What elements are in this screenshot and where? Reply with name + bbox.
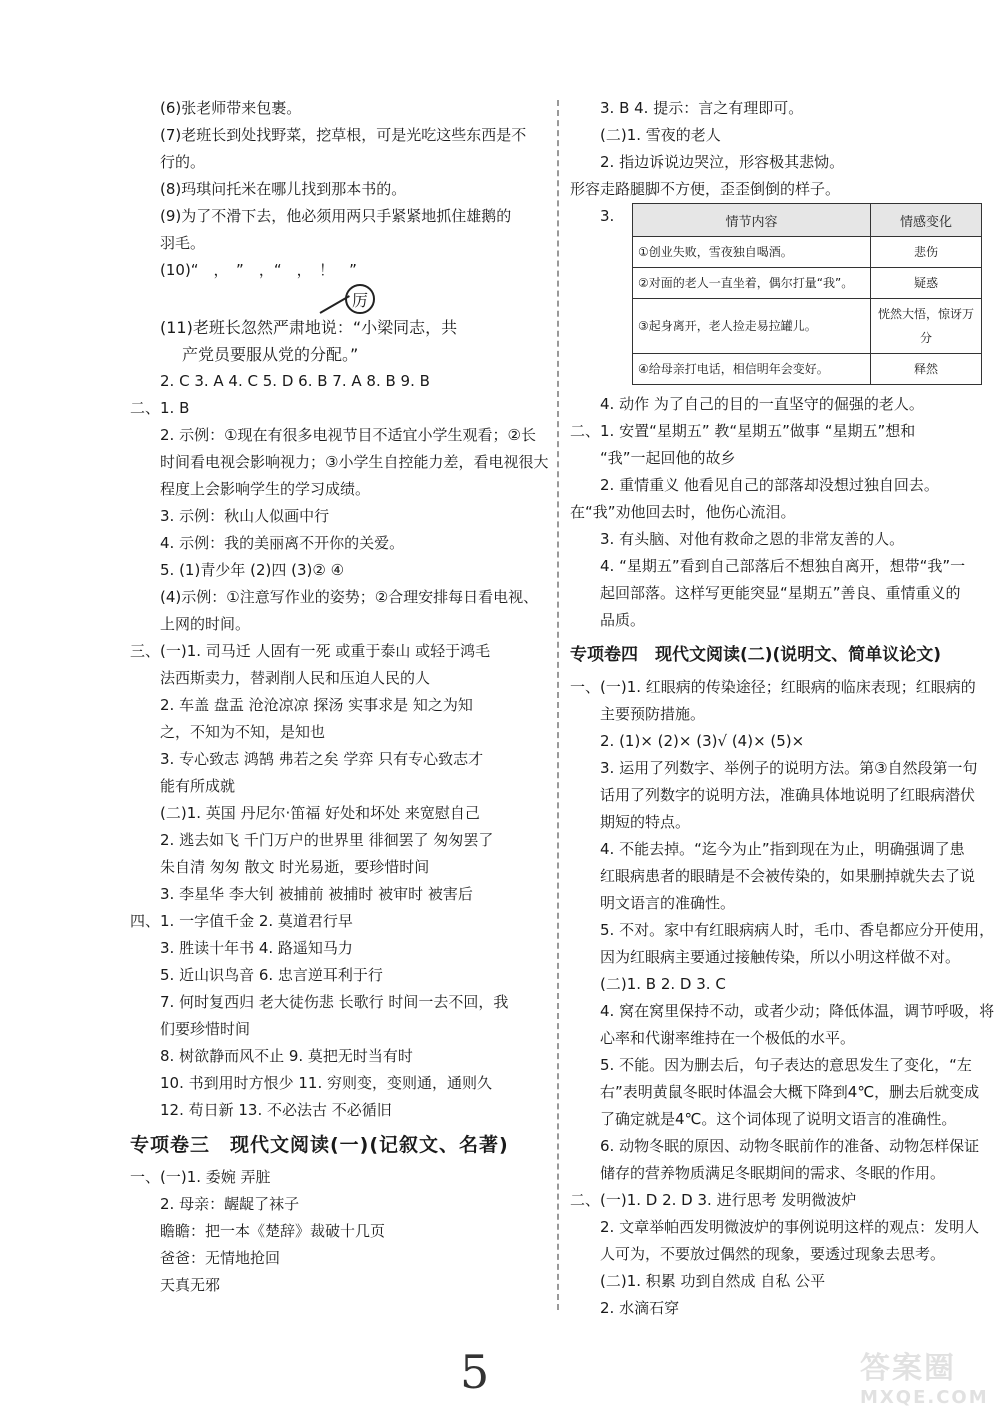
answer-line: 10. 书到用时方恨少 11. 穷则变，变则通，通则久 bbox=[160, 1074, 493, 1092]
correction-mark bbox=[130, 284, 550, 314]
answer-line: 起回部落。这样写更能突显“星期五”善良、重情重义的 bbox=[600, 584, 961, 602]
table-header-plot: 情节内容 bbox=[633, 204, 871, 237]
answer-line: 四、1. 一字值千金 2. 莫道君行早 bbox=[130, 912, 353, 930]
answer-line: 2. 示例：①现在有很多电视节目不适宜小学生观看；②长 bbox=[160, 426, 536, 444]
answer-line: 4. 窝在窝里保持不动，或者少动；降低体温，调节呼吸，将 bbox=[600, 1002, 995, 1020]
answer-line: 3. 胜读十年书 4. 路遥知马力 bbox=[160, 939, 353, 957]
answer-line: 心率和代谢率维持在一个极低的水平。 bbox=[600, 1029, 856, 1047]
answer-line: 了确定就是4℃。这个词体现了说明文语言的准确性。 bbox=[600, 1110, 957, 1128]
answer-line: 二、1. B bbox=[130, 399, 190, 417]
answer-line: 时间看电视会影响视力；③小学生自控能力差，看电视很大 bbox=[160, 453, 549, 471]
table-cell-plot: ①创业失败，雪夜独自喝酒。 bbox=[633, 237, 871, 268]
answer-line: 2. C 3. A 4. C 5. D 6. B 7. A 8. B 9. B bbox=[160, 372, 430, 390]
answer-line: 主要预防措施。 bbox=[600, 705, 706, 723]
answer-line: 3. B 4. 提示：言之有理即可。 bbox=[600, 99, 804, 117]
answer-line: 4. “星期五”看到自己部落后不想独自离开，想带“我”一 bbox=[600, 557, 966, 575]
answer-line: 4. 不能去掉。“迄今为止”指到现在为止，明确强调了患 bbox=[600, 840, 965, 858]
column-divider bbox=[557, 100, 559, 1310]
table-cell-emotion: 悲伤 bbox=[871, 237, 982, 268]
answer-line: 2. 水滴石穿 bbox=[600, 1299, 680, 1317]
answer-line: 瞻瞻：把一本《楚辞》裁破十几页 bbox=[160, 1222, 386, 1240]
answer-line: 上网的时间。 bbox=[160, 615, 251, 633]
answer-line: (7)老班长到处找野菜，挖草根，可是光吃这些东西是不 bbox=[160, 126, 527, 144]
emotion-table-row bbox=[570, 203, 990, 391]
answer-line: 行的。 bbox=[160, 153, 206, 171]
answer-line: 品质。 bbox=[600, 611, 646, 629]
answer-line: 2. 车盖 盘盂 沧沧凉凉 探汤 实事求是 知之为知 bbox=[160, 696, 473, 714]
answer-line: 2. 重情重义 他看见自己的部落却没想过独自回去。 bbox=[600, 476, 939, 494]
answer-line: 储存的营养物质满足冬眠期间的需求、冬眠的作用。 bbox=[600, 1164, 946, 1182]
answer-line: 3. 示例：秋山人似画中行 bbox=[160, 507, 330, 525]
watermark-url: MXQE.COM bbox=[860, 1387, 989, 1408]
answer-line: (二)1. 积累 功到自然成 自私 公平 bbox=[600, 1272, 826, 1290]
answer-line: 产党员要服从党的分配。” bbox=[182, 345, 359, 364]
answer-line: 话用了列数字的说明方法，准确具体地说明了红眼病潜伏 bbox=[600, 786, 976, 804]
answer-line: 一、(一)1. 委婉 弄脏 bbox=[130, 1168, 271, 1186]
answer-line: (6)张老师带来包裹。 bbox=[160, 99, 302, 117]
table-row bbox=[633, 299, 982, 354]
answer-line: 一、(一)1. 红眼病的传染途径；红眼病的临床表现；红眼病的 bbox=[570, 678, 976, 696]
answer-line: (二)1. 英国 丹尼尔·笛福 好处和坏处 来宽慰自己 bbox=[160, 804, 480, 822]
answer-line: 因为红眼病主要通过接触传染，所以小明这样做不对。 bbox=[600, 948, 961, 966]
answer-line: 程度上会影响学生的学习成绩。 bbox=[160, 480, 371, 498]
answer-line: 3. 运用了列数字、举例子的说明方法。第③自然段第一句 bbox=[600, 759, 978, 777]
answer-line: 右”表明黄鼠冬眠时体温会大概下降到4℃，删去后就变成 bbox=[600, 1083, 980, 1101]
answer-line: 三、(一)1. 司马迁 人固有一死 或重于泰山 或轻于鸿毛 bbox=[130, 642, 491, 660]
answer-line: 形容走路腿脚不方便，歪歪倒倒的样子。 bbox=[570, 180, 841, 198]
answer-line: (二)1. 雪夜的老人 bbox=[600, 126, 721, 144]
answer-line: 5. 不对。家中有红眼病病人时，毛巾、香皂都应分开使用， bbox=[600, 921, 995, 939]
answer-line: (9)为了不滑下去，他必须用两只手紧紧地抓住雄鹅的 bbox=[160, 207, 512, 225]
correction-circle: 厉 bbox=[345, 284, 375, 314]
answer-line: 明文语言的准确性。 bbox=[600, 894, 736, 912]
answer-line: 2. 母亲：龌龊了袜子 bbox=[160, 1195, 300, 1213]
table-cell-plot: ②对面的老人一直坐着，偶尔打量“我”。 bbox=[633, 268, 871, 299]
table-row bbox=[633, 354, 982, 385]
section-heading: 专项卷三 现代文阅读(一)(记叙文、名著) bbox=[130, 1134, 509, 1156]
answer-line: (二)1. B 2. D 3. C bbox=[600, 975, 726, 993]
page-number: 5 bbox=[460, 1345, 490, 1399]
answer-line: 天真无邪 bbox=[160, 1276, 221, 1294]
answer-line: 爸爸：无情地抢回 bbox=[160, 1249, 281, 1267]
right-column bbox=[570, 95, 995, 1322]
answer-line: 12. 苟日新 13. 不必法古 不必循旧 bbox=[160, 1101, 392, 1119]
table-cell-emotion: 释然 bbox=[871, 354, 982, 385]
answer-line: 法西斯卖力，替剥削人民和压迫人民的人 bbox=[160, 669, 431, 687]
watermark-logo bbox=[860, 1343, 990, 1413]
answer-line: (4)示例：①注意写作业的姿势；②合理安排每日看电视、 bbox=[160, 588, 539, 606]
answer-line: 羽毛。 bbox=[160, 234, 206, 252]
section-heading: 专项卷四 现代文阅读(二)(说明文、简单议论文) bbox=[570, 645, 942, 665]
answer-line: 朱自清 匆匆 散文 时光易逝，要珍惜时间 bbox=[160, 858, 430, 876]
answer-line: 3. 专心致志 鸿鹄 弗若之矣 学弈 只有专心致志才 bbox=[160, 750, 484, 768]
answer-line: 2. (1)× (2)× (3)√ (4)× (5)× bbox=[600, 732, 805, 750]
table-row bbox=[633, 237, 982, 268]
answer-line: 3. 李星华 李大钊 被捕前 被捕时 被审时 被害后 bbox=[160, 885, 473, 903]
answer-line: 8. 树欲静而风不止 9. 莫把无时当有时 bbox=[160, 1047, 413, 1065]
answer-line: 之，不知为不知，是知也 bbox=[160, 723, 326, 741]
answer-line: (11)老班长忽然严肃地说：“小梁同志，共 bbox=[160, 318, 458, 337]
answer-line: 二、(一)1. D 2. D 3. 进行思考 发明微波炉 bbox=[570, 1191, 857, 1209]
answer-line: 4. 动作 为了自己的目的一直坚守的倔强的老人。 bbox=[600, 395, 924, 413]
left-column bbox=[130, 95, 550, 1299]
answer-line: 5. 不能。因为删去后，句子表达的意思发生了变化，“左 bbox=[600, 1056, 972, 1074]
answer-line: 红眼病患者的眼睛是不会被传染的，如果删掉就失去了说 bbox=[600, 867, 976, 885]
answer-line: 5. 近山识鸟音 6. 忠言逆耳利于行 bbox=[160, 966, 383, 984]
table-cell-emotion: 疑惑 bbox=[871, 268, 982, 299]
answer-line: 人可为，不要放过偶然的现象，要透过现象去思考。 bbox=[600, 1245, 946, 1263]
answer-line: 2. 文章举帕西发明微波炉的事例说明这样的观点：发明人 bbox=[600, 1218, 980, 1236]
table-cell-emotion: 恍然大悟，惊讶万分 bbox=[871, 299, 982, 354]
answer-line: 7. 何时复西归 老大徒伤悲 长歌行 时间一去不回，我 bbox=[160, 993, 509, 1011]
answer-line: 4. 示例：我的美丽离不开你的关爱。 bbox=[160, 534, 405, 552]
answer-line: 在“我”劝他回去时，他伤心流泪。 bbox=[570, 503, 796, 521]
table-header-emotion: 情感变化 bbox=[871, 204, 982, 237]
answer-line: 期短的特点。 bbox=[600, 813, 691, 831]
answer-line: 2. 逃去如飞 千门万户的世界里 徘徊罢了 匆匆罢了 bbox=[160, 831, 494, 849]
question-number: 3. bbox=[600, 207, 615, 225]
answer-line: 们要珍惜时间 bbox=[160, 1020, 251, 1038]
table-header-row bbox=[633, 204, 982, 237]
watermark-text: 答案圈 bbox=[860, 1351, 956, 1386]
answer-line: 5. (1)青少年 (2)四 (3)② ④ bbox=[160, 561, 345, 579]
answer-line: 6. 动物冬眠的原因、动物冬眠前作的准备、动物怎样保证 bbox=[600, 1137, 980, 1155]
answer-line: (10)“ ， ” ，“ ， ！ ” bbox=[160, 261, 357, 279]
table-cell-plot: ④给母亲打电话，相信明年会变好。 bbox=[633, 354, 871, 385]
answer-line: 3. 有头脑、对他有救命之恩的非常友善的人。 bbox=[600, 530, 905, 548]
answer-line: 二、1. 安置“星期五” 教“星期五”做事 “星期五”想和 bbox=[570, 422, 916, 440]
answer-line: 能有所成就 bbox=[160, 777, 236, 795]
table-row bbox=[633, 268, 982, 299]
emotion-table bbox=[632, 203, 982, 385]
answer-line: (8)玛琪问托米在哪儿找到那本书的。 bbox=[160, 180, 407, 198]
answer-line: “我”一起回他的故乡 bbox=[600, 449, 736, 467]
answer-line: 2. 指边诉说边哭泣，形容极其悲恸。 bbox=[600, 153, 845, 171]
table-cell-plot: ③起身离开，老人捡走易拉罐儿。 bbox=[633, 299, 871, 354]
